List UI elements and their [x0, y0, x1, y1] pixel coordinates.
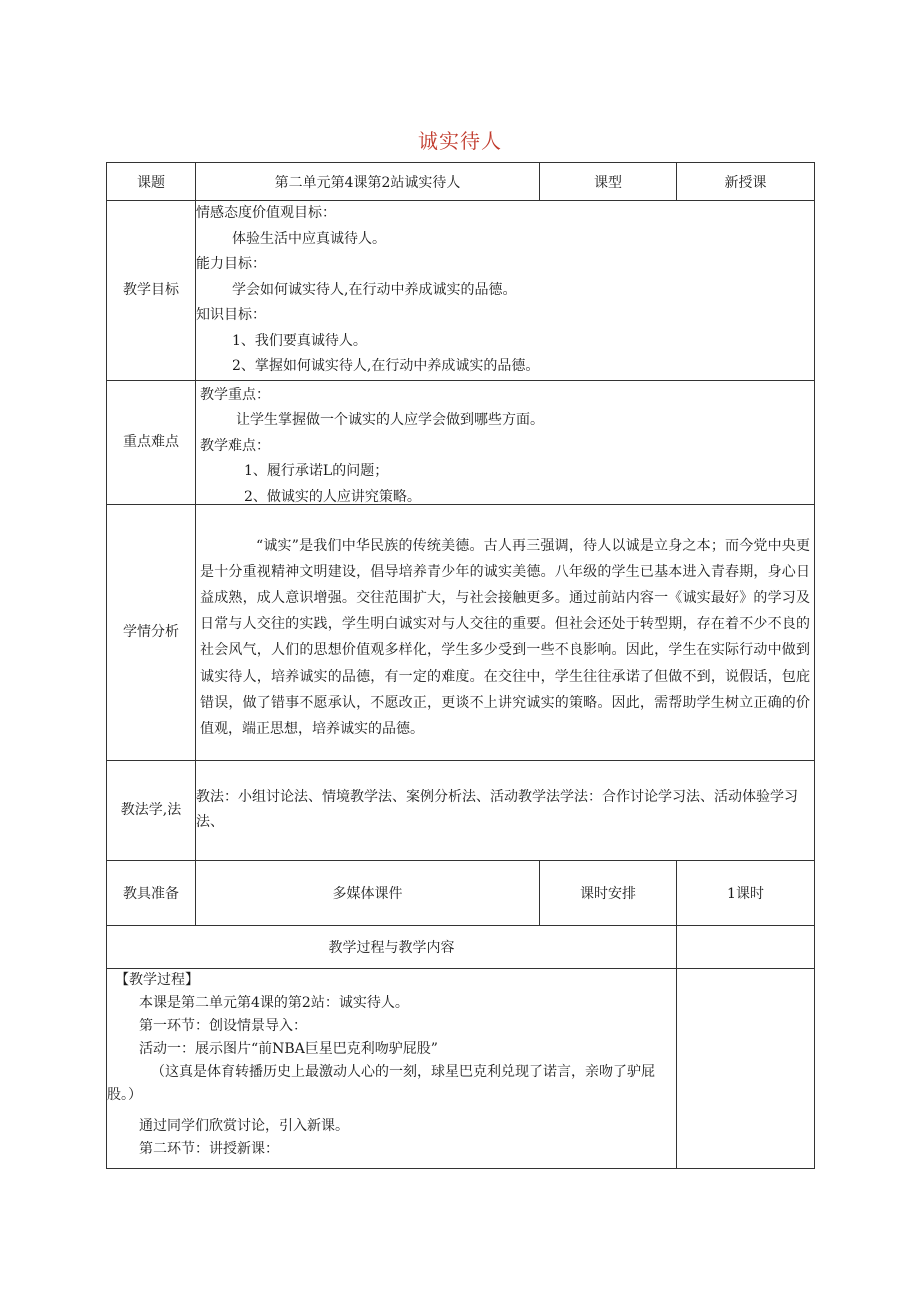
process-line: 第二环节：讲授新课： — [139, 1140, 279, 1157]
key-points-label: 重点难点 — [107, 380, 196, 504]
key-point-line: 让学生掌握做一个诚实的人应学会做到哪些方面。 — [236, 412, 544, 428]
objectives-row — [107, 201, 815, 381]
type-value: 新授课 — [677, 163, 815, 201]
process-line: 本课是第二单元第4课的第2站：诚实待人。 — [139, 994, 409, 1011]
key-point-line: 2、做诚实的人应讲究策略。 — [244, 488, 421, 505]
process-line: 活动一：展示图片“前NBA巨星巴克利吻驴屁股” — [139, 1040, 438, 1057]
process-line: 【教学过程】 — [115, 971, 199, 988]
subject-label: 课题 — [107, 163, 196, 201]
process-header: 教学过程与教学内容 — [107, 925, 677, 968]
header-row — [107, 163, 815, 201]
methods-row — [107, 760, 815, 860]
objective-line: 1、我们要真诚待人。 — [232, 332, 367, 349]
process-content — [107, 968, 677, 1168]
objective-line: 学会如何诚实待人,在行动中养成诚实的品德。 — [232, 281, 517, 298]
key-point-line: 教学重点： — [200, 386, 270, 403]
process-header-row — [107, 925, 815, 968]
subject-value: 第二单元第4课第2站诚实待人 — [196, 163, 540, 201]
process-side-column — [677, 968, 815, 1168]
process-line: 通过同学们欣赏讨论，引入新课。 — [139, 1117, 349, 1134]
schedule-value: 1课时 — [677, 860, 815, 925]
objective-line: 体验生活中应真诚待人。 — [232, 230, 386, 247]
analysis-label: 学情分析 — [107, 504, 196, 760]
process-row — [107, 968, 815, 1168]
objective-line: 2、掌握如何诚实待人,在行动中养成诚实的品德。 — [232, 358, 540, 374]
schedule-label: 课时安排 — [540, 860, 677, 925]
objective-line: 能力目标： — [196, 256, 266, 272]
key-points-row — [107, 380, 815, 504]
tools-label: 教具准备 — [107, 860, 196, 925]
process-header-side — [677, 925, 815, 968]
objectives-label: 教学目标 — [107, 201, 196, 381]
key-point-line: 教学难点： — [200, 437, 270, 454]
analysis-content — [196, 504, 815, 760]
objective-line: 情感态度价值观目标： — [196, 205, 336, 221]
process-line: 第一环节：创设情景导入： — [139, 1017, 307, 1034]
key-points-content — [196, 380, 815, 504]
methods-text: 教法：小组讨论法、情境教学法、案例分析法、活动教学法学法：合作讨论学习法、活动体验学习法、 — [196, 760, 815, 860]
tools-row — [107, 860, 815, 925]
tools-value: 多媒体课件 — [196, 860, 540, 925]
analysis-row — [107, 504, 815, 760]
analysis-text: “诚实”是我们中华民族的传统美德。古人再三强调，待人以诚是立身之本；而今党中央更是十分重视精神文明建设，倡导培养青少年的诚实美德。八年级的学生已基本进入青春期，身心日益成熟，成人意识增强。交往范围扩大，与社会接触更多。通过前站内容一《诚实最好》的学习及日常与人交往的实践，学生明白诚实对与人交往的重要。但社会还处于转型期，存在着不少不良的社会风气，人们的思想价值观多样化，学生多少受到一些不良影响。因此，学生在实际行动中做到诚实待人，培养诚实的品德，有一定的难度。在交往中，学生往往承诺了但做不到，说假话，包庇错误，做了错事不愿承认，不愿改正，更谈不上讲究诚实的策略。因此，需帮助学生树立正确的价值观，端正思想，培养诚实的品德。 — [200, 537, 810, 737]
methods-label: 教法学,法 — [107, 760, 196, 860]
objective-line: 知识目标： — [196, 307, 266, 323]
process-line: （这真是体育转播历史上最激动人心的一刻，球星巴克利兑现了诺言，亲吻了驴屁股。） — [107, 1063, 655, 1103]
lesson-plan-table — [106, 162, 815, 1169]
key-point-line: 1、履行承诺L的问题； — [244, 463, 389, 479]
page-title: 诚实待人 — [418, 129, 502, 153]
objectives-content — [196, 201, 815, 381]
type-label: 课型 — [540, 163, 677, 201]
